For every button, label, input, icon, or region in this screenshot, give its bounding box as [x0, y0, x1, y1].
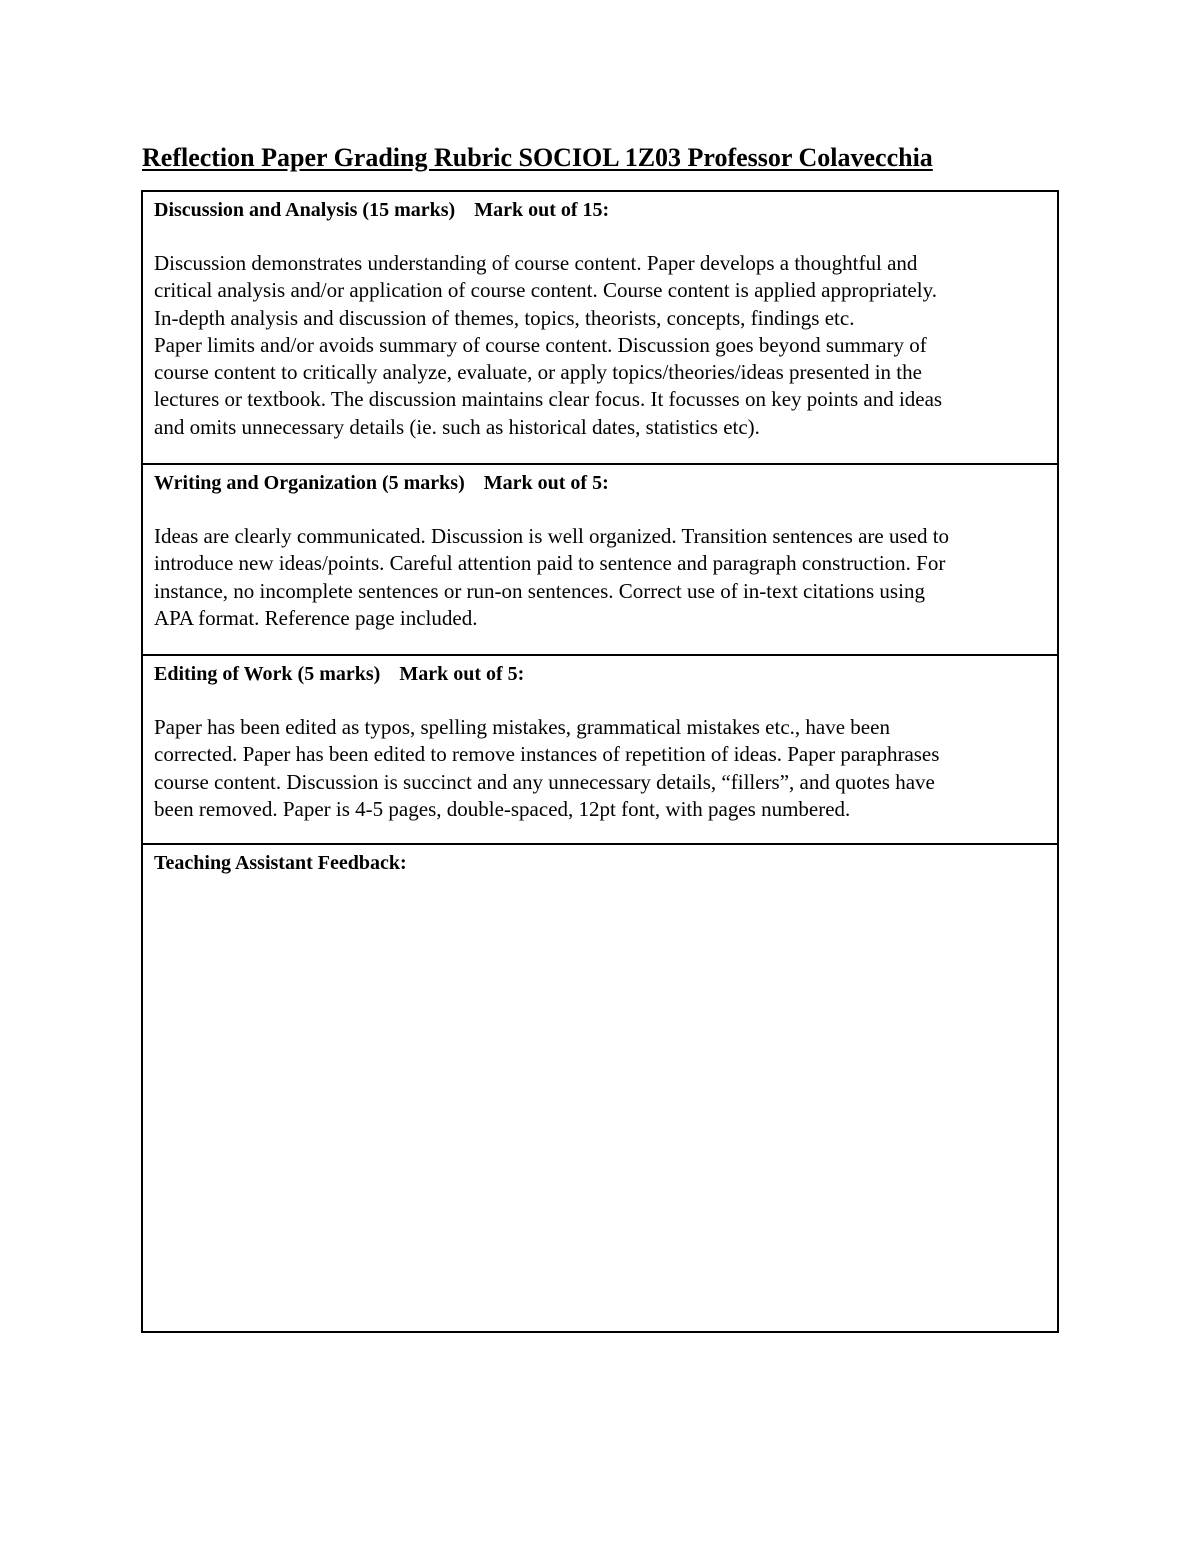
description-line: been removed. Paper is 4-5 pages, double-spaced, 12pt font, with pages numbered. [154, 796, 851, 821]
description-line: Paper limits and/or avoids summary of course content. Discussion goes beyond summary of [154, 332, 927, 357]
section-heading: Editing of Work (5 marks) [154, 663, 381, 685]
description-line: Paper has been edited as typos, spelling mistakes, grammatical mistakes etc., have been [154, 715, 890, 739]
rubric-section-discussion [143, 192, 1057, 463]
description-line: instance, no incomplete sentences or run-on sentences. Correct use of in-text citations using [154, 578, 925, 603]
section-description [154, 250, 1047, 441]
description-line: corrected. Paper has been edited to remove instances of repetition of ideas. Paper paraphrases [154, 742, 940, 767]
section-heading: Discussion and Analysis (15 marks) [154, 199, 456, 221]
description-line: In-depth analysis and discussion of themes, topics, theorists, concepts, findings etc. [154, 305, 855, 330]
description-line: introduce new ideas/points. Careful attention paid to sentence and paragraph construction. For [154, 551, 946, 576]
description-line: APA format. Reference page included. [154, 605, 478, 630]
mark-label: Mark out of 15: [474, 199, 610, 221]
mark-label: Mark out of 5: [483, 472, 609, 494]
description-line: course content. Discussion is succinct and any unnecessary details, “fillers”, and quotes have [154, 769, 935, 794]
rubric-section-writing [143, 463, 1057, 654]
rubric-section-editing [143, 654, 1057, 843]
description-line: lectures or textbook. The discussion maintains clear focus. It focusses on key points and ideas [154, 387, 943, 412]
rubric-table [141, 190, 1059, 1333]
section-header [154, 469, 1047, 497]
description-line: and omits unnecessary details (ie. such as historical dates, statistics etc). [154, 414, 760, 439]
section-header [154, 196, 1047, 224]
feedback-heading: Teaching Assistant Feedback: [154, 852, 407, 874]
section-header [154, 849, 1047, 877]
description-line: critical analysis and/or application of course content. Course content is applied appropriately. [154, 278, 937, 303]
rubric-section-feedback [143, 843, 1057, 1331]
document-title: Reflection Paper Grading Rubric SOCIOL 1Z03 Professor Colavecchia [142, 143, 933, 172]
section-description [154, 714, 1047, 823]
description-line: course content to critically analyze, evaluate, or apply topics/theories/ideas presented in the [154, 360, 922, 385]
section-heading: Writing and Organization (5 marks) [154, 472, 465, 494]
mark-label: Mark out of 5: [399, 663, 525, 685]
section-header [154, 660, 1047, 688]
description-line: Discussion demonstrates understanding of course content. Paper develops a thoughtful and [154, 251, 918, 275]
section-description [154, 523, 1047, 632]
description-line: Ideas are clearly communicated. Discussion is well organized. Transition sentences are used to [154, 524, 950, 548]
